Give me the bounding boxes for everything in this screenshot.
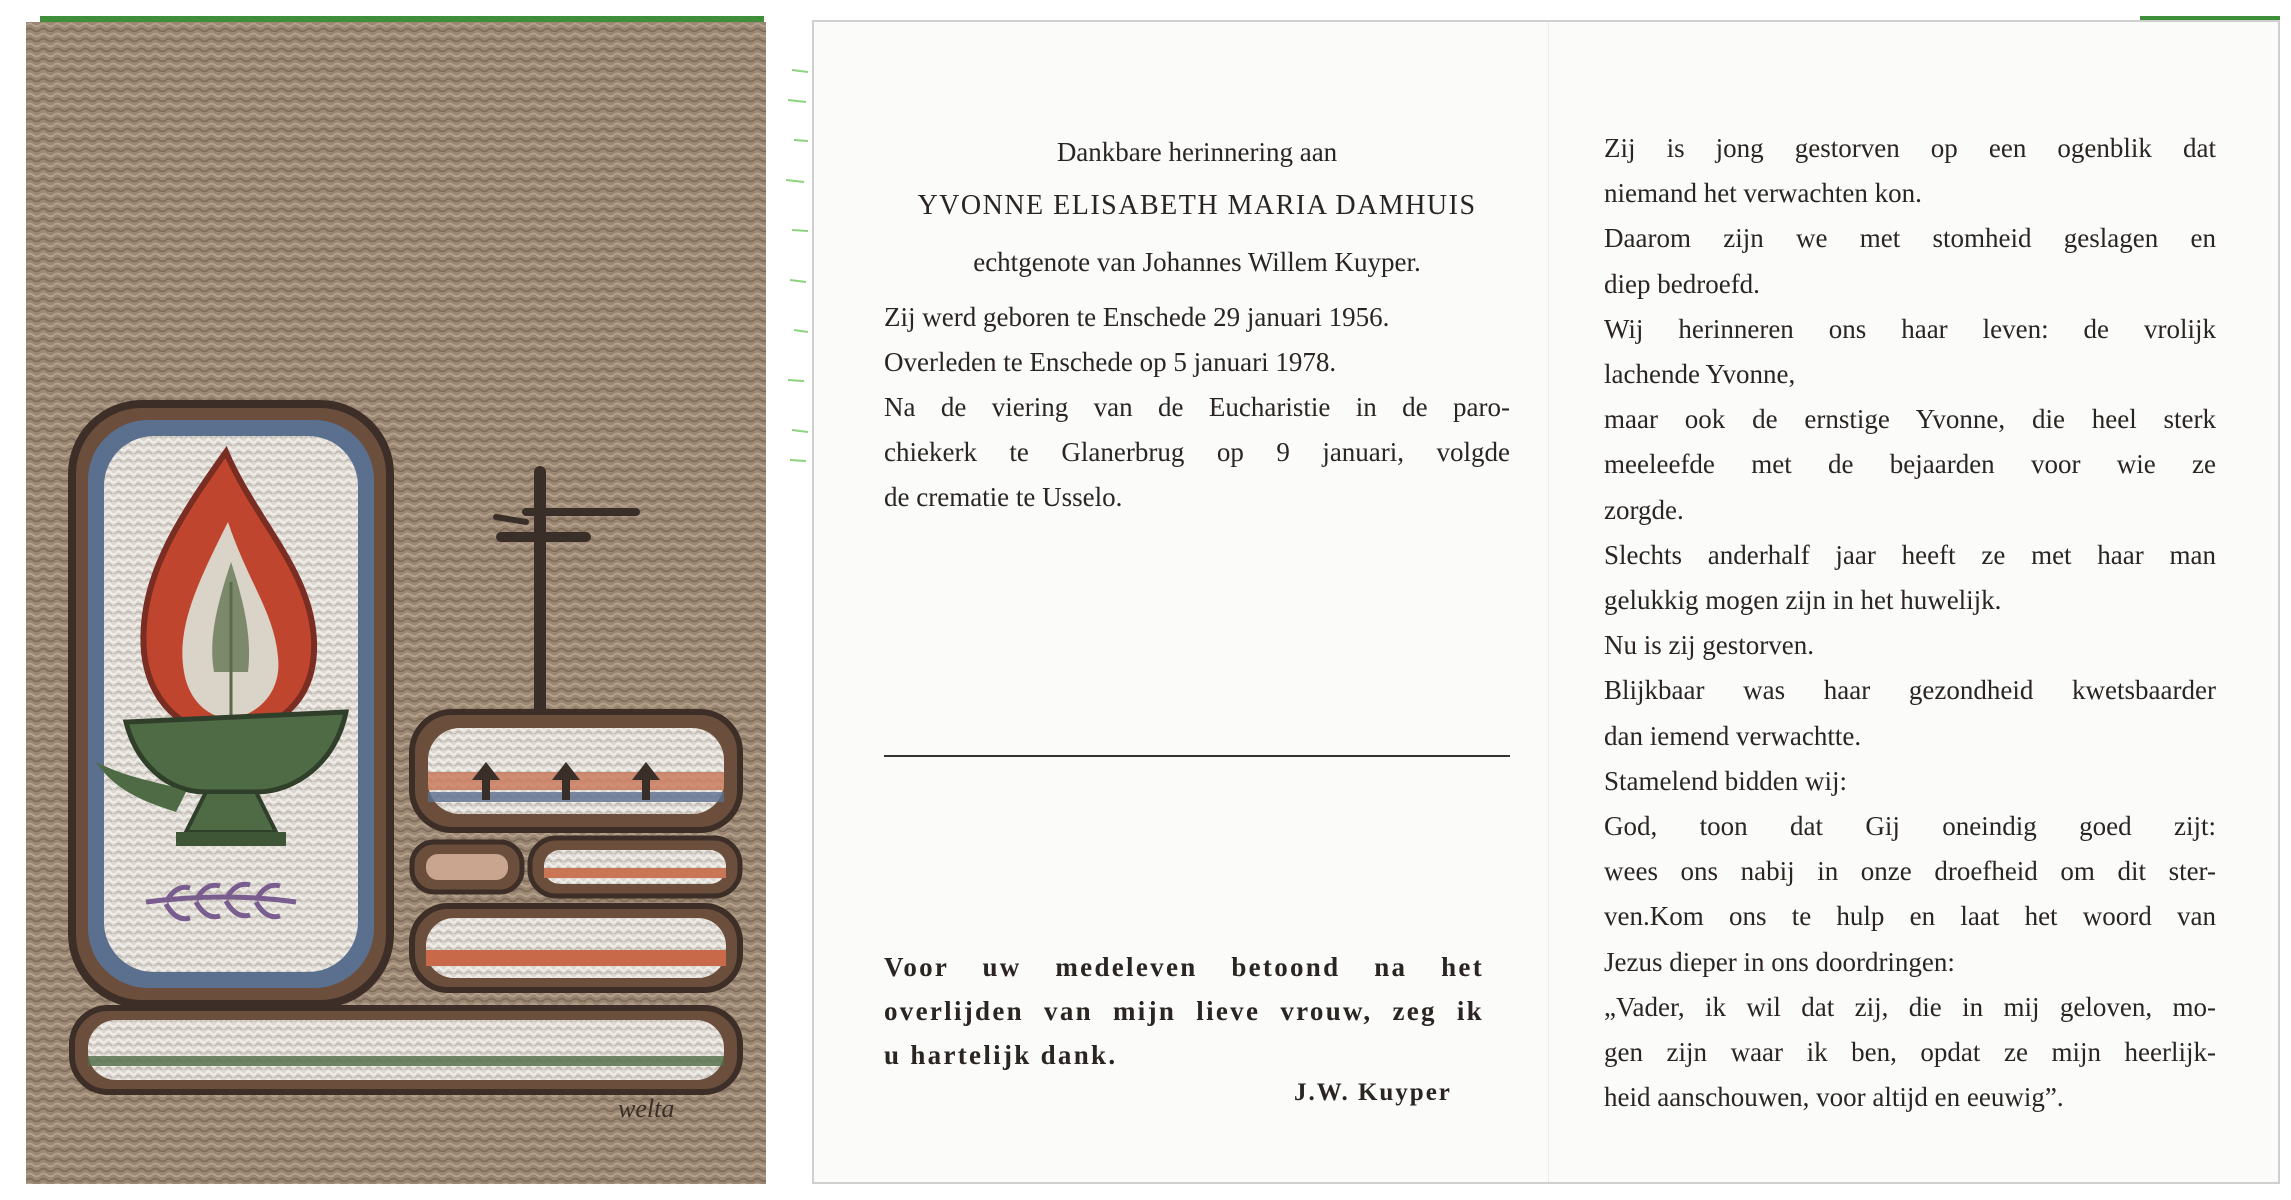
thanks-line: Voor uw medeleven betoond na het bbox=[884, 952, 1484, 982]
intro-line: Dankbare herinnering aan bbox=[1056, 137, 1338, 167]
reflection-line: Jezus dieper in ons doordringen: bbox=[1604, 946, 1955, 977]
reflection-line: meeleefde met de bejaarden voor wie ze bbox=[1604, 449, 2216, 480]
divider-rule bbox=[884, 755, 1510, 757]
reflection-text bbox=[1604, 126, 2216, 1120]
reflection-line: maar ook de ernstige Yvonne, die heel sterk bbox=[1604, 404, 2216, 435]
death-line: Overleden te Enschede op 5 januari 1978. bbox=[884, 347, 1337, 377]
memorial-details bbox=[884, 130, 1510, 520]
birth-line: Zij werd geboren te Enschede 29 januari 1956. bbox=[884, 302, 1390, 332]
artwork-illustration bbox=[26, 22, 766, 1184]
ceremony-line: de crematie te Usselo. bbox=[884, 482, 1123, 512]
reflection-line: Stamelend bidden wij: bbox=[1604, 765, 1847, 796]
reflection-line: Slechts anderhalf jaar heeft ze met haar man bbox=[1604, 539, 2216, 570]
reflection-line: gelukkig mogen zijn in het huwelijk. bbox=[1604, 585, 2002, 616]
card-fold bbox=[1548, 22, 1549, 1182]
lamp-panel bbox=[72, 404, 390, 1004]
thanks-line: overlijden van mijn lieve vrouw, zeg ik bbox=[884, 996, 1484, 1026]
reflection-line: „Vader, ik wil dat zij, die in mij geloven, mo- bbox=[1604, 991, 2216, 1022]
thanks-message bbox=[884, 945, 1484, 1077]
card-edge-stain bbox=[782, 60, 810, 480]
artist-signature: welta bbox=[618, 1094, 675, 1123]
reflection-line: gen zijn waar ik ben, opdat ze mijn heerlijk- bbox=[1604, 1037, 2216, 1068]
inside-card bbox=[812, 20, 2280, 1184]
deceased-name: YVONNE ELISABETH MARIA DAMHUIS bbox=[917, 190, 1477, 221]
reflection-line: Daarom zijn we met stomheid geslagen en bbox=[1604, 223, 2216, 254]
reflection-line: Nu is zij gestorven. bbox=[1604, 630, 1814, 661]
reflection-line: ven.Kom ons te hulp en laat het woord van bbox=[1604, 901, 2216, 932]
reflection-line: diep bedroefd. bbox=[1604, 268, 1760, 299]
reflection-line: zorgde. bbox=[1604, 494, 1684, 525]
reflection-line: niemand het verwachten kon. bbox=[1604, 178, 1922, 209]
reflection-line: God, toon dat Gij oneindig goed zijt: bbox=[1604, 811, 2216, 842]
ceremony-line: Na de viering van de Eucharistie in de paro- bbox=[884, 392, 1510, 422]
reflection-line: dan iemend verwachtte. bbox=[1604, 720, 1862, 751]
reflection-line: lachende Yvonne, bbox=[1604, 359, 1796, 390]
reflection-line: wees ons nabij in onze droefheid om dit ster- bbox=[1604, 856, 2216, 887]
thanks-line: u hartelijk dank. bbox=[884, 1040, 1118, 1070]
ceremony-line: chiekerk te Glanerbrug op 9 januari, volgde bbox=[884, 437, 1510, 467]
reflection-line: heid aanschouwen, voor altijd en eeuwig”. bbox=[1604, 1082, 2064, 1113]
signature: J.W. Kuyper bbox=[1294, 1079, 1452, 1106]
reflection-line: Zij is jong gestorven op een ogenblik dat bbox=[1604, 133, 2216, 163]
front-card-artwork bbox=[26, 22, 766, 1184]
spouse-line: echtgenote van Johannes Willem Kuyper. bbox=[973, 247, 1421, 277]
reflection-line: Blijkbaar was haar gezondheid kwetsbaarder bbox=[1604, 675, 2216, 706]
reflection-line: Wij herinneren ons haar leven: de vrolijk bbox=[1604, 313, 2216, 344]
